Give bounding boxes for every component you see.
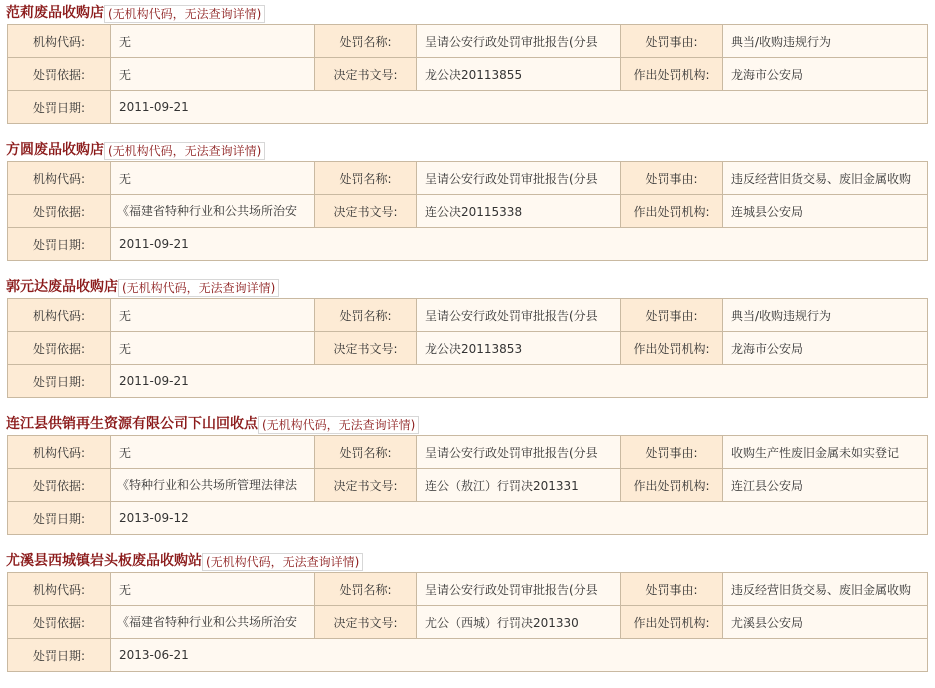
penalty-basis-label: 处罚依据:	[8, 195, 111, 228]
authority-value: 连城县公安局	[723, 195, 928, 228]
record-header	[6, 139, 265, 161]
penalty-date-label: 处罚日期:	[8, 228, 111, 261]
org-code-label: 机构代码:	[8, 573, 111, 606]
org-code-label: 机构代码:	[8, 25, 111, 58]
penalty-date-label: 处罚日期:	[8, 502, 111, 535]
authority-value: 尤溪县公安局	[723, 606, 928, 639]
penalty-name-value: 呈请公安行政处罚审批报告(分县	[417, 25, 621, 58]
company-name[interactable]: 连江县供销再生资源有限公司下山回收点	[6, 416, 258, 432]
penalty-basis-value: 《特种行业和公共场所管理法律法	[111, 469, 315, 502]
penalty-basis-value: 《福建省特种行业和公共场所治安	[111, 606, 315, 639]
decision-number-label: 决定书文号:	[315, 332, 417, 365]
authority-label: 作出处罚机构:	[621, 58, 723, 91]
record-table	[7, 24, 928, 124]
penalty-date-label: 处罚日期:	[8, 91, 111, 124]
penalty-basis-label: 处罚依据:	[8, 469, 111, 502]
record-table	[7, 572, 928, 672]
authority-value: 龙海市公安局	[723, 332, 928, 365]
record-card	[0, 413, 935, 551]
penalty-name-value: 呈请公安行政处罚审批报告(分县	[417, 299, 621, 332]
company-name[interactable]: 范莉废品收购店	[6, 5, 104, 21]
penalty-date-value: 2011-09-21	[111, 91, 928, 124]
penalty-basis-value: 无	[111, 332, 315, 365]
company-name[interactable]: 郭元达废品收购店	[6, 279, 118, 295]
penalty-reason-label: 处罚事由:	[621, 25, 723, 58]
penalty-reason-label: 处罚事由:	[621, 573, 723, 606]
record-header	[6, 413, 419, 435]
org-code-value: 无	[111, 436, 315, 469]
penalty-basis-label: 处罚依据:	[8, 332, 111, 365]
penalty-date-value: 2013-06-21	[111, 639, 928, 672]
record-card	[0, 276, 935, 414]
decision-number-label: 决定书文号:	[315, 195, 417, 228]
penalty-reason-value: 典当/收购违规行为	[723, 299, 928, 332]
org-code-value: 无	[111, 162, 315, 195]
penalty-name-value: 呈请公安行政处罚审批报告(分县	[417, 162, 621, 195]
no-org-code-note: (无机构代码，无法查询详情)	[118, 279, 279, 297]
penalty-basis-value: 《福建省特种行业和公共场所治安	[111, 195, 315, 228]
authority-value: 龙海市公安局	[723, 58, 928, 91]
authority-label: 作出处罚机构:	[621, 332, 723, 365]
no-org-code-note: (无机构代码，无法查询详情)	[104, 142, 265, 160]
penalty-name-label: 处罚名称:	[315, 436, 417, 469]
record-header	[6, 550, 363, 572]
table-row	[8, 299, 928, 332]
penalty-name-label: 处罚名称:	[315, 25, 417, 58]
penalty-name-label: 处罚名称:	[315, 162, 417, 195]
table-row	[8, 58, 928, 91]
penalty-name-label: 处罚名称:	[315, 573, 417, 606]
table-row	[8, 25, 928, 58]
no-org-code-note: (无机构代码，无法查询详情)	[104, 5, 265, 23]
record-card	[0, 550, 935, 688]
penalty-name-value: 呈请公安行政处罚审批报告(分县	[417, 436, 621, 469]
penalty-reason-label: 处罚事由:	[621, 299, 723, 332]
table-row	[8, 573, 928, 606]
table-row	[8, 365, 928, 398]
table-row	[8, 502, 928, 535]
penalty-reason-value: 收购生产性废旧金属未如实登记	[723, 436, 928, 469]
record-header	[6, 276, 279, 298]
no-org-code-note: (无机构代码，无法查询详情)	[258, 416, 419, 434]
penalty-name-label: 处罚名称:	[315, 299, 417, 332]
record-table	[7, 435, 928, 535]
table-row	[8, 606, 928, 639]
table-row	[8, 195, 928, 228]
org-code-value: 无	[111, 25, 315, 58]
decision-number-label: 决定书文号:	[315, 58, 417, 91]
penalty-reason-value: 典当/收购违规行为	[723, 25, 928, 58]
company-name[interactable]: 尤溪县西城镇岩头板废品收购站	[6, 553, 202, 569]
record-table	[7, 161, 928, 261]
table-row	[8, 436, 928, 469]
decision-number-value: 龙公决20113853	[417, 332, 621, 365]
penalty-date-label: 处罚日期:	[8, 639, 111, 672]
table-row	[8, 91, 928, 124]
company-name[interactable]: 方圆废品收购店	[6, 142, 104, 158]
table-row	[8, 639, 928, 672]
record-card	[0, 139, 935, 277]
decision-number-label: 决定书文号:	[315, 469, 417, 502]
decision-number-value: 连公决20115338	[417, 195, 621, 228]
penalty-reason-label: 处罚事由:	[621, 436, 723, 469]
penalty-basis-label: 处罚依据:	[8, 606, 111, 639]
table-row	[8, 332, 928, 365]
record-card	[0, 2, 935, 140]
no-org-code-note: (无机构代码，无法查询详情)	[202, 553, 363, 571]
org-code-value: 无	[111, 573, 315, 606]
table-row	[8, 228, 928, 261]
decision-number-value: 龙公决20113855	[417, 58, 621, 91]
penalty-reason-value: 违反经营旧货交易、废旧金属收购	[723, 162, 928, 195]
decision-number-value: 尤公（西城）行罚决201330	[417, 606, 621, 639]
penalty-date-value: 2013-09-12	[111, 502, 928, 535]
authority-value: 连江县公安局	[723, 469, 928, 502]
authority-label: 作出处罚机构:	[621, 606, 723, 639]
penalty-date-value: 2011-09-21	[111, 365, 928, 398]
penalty-date-label: 处罚日期:	[8, 365, 111, 398]
penalty-date-value: 2011-09-21	[111, 228, 928, 261]
penalty-basis-label: 处罚依据:	[8, 58, 111, 91]
record-header	[6, 2, 265, 24]
penalty-basis-value: 无	[111, 58, 315, 91]
penalty-reason-label: 处罚事由:	[621, 162, 723, 195]
authority-label: 作出处罚机构:	[621, 469, 723, 502]
decision-number-value: 连公（敖江）行罚决201331	[417, 469, 621, 502]
table-row	[8, 162, 928, 195]
org-code-label: 机构代码:	[8, 299, 111, 332]
penalty-reason-value: 违反经营旧货交易、废旧金属收购	[723, 573, 928, 606]
decision-number-label: 决定书文号:	[315, 606, 417, 639]
table-row	[8, 469, 928, 502]
org-code-label: 机构代码:	[8, 162, 111, 195]
penalty-name-value: 呈请公安行政处罚审批报告(分县	[417, 573, 621, 606]
org-code-value: 无	[111, 299, 315, 332]
org-code-label: 机构代码:	[8, 436, 111, 469]
record-table	[7, 298, 928, 398]
authority-label: 作出处罚机构:	[621, 195, 723, 228]
